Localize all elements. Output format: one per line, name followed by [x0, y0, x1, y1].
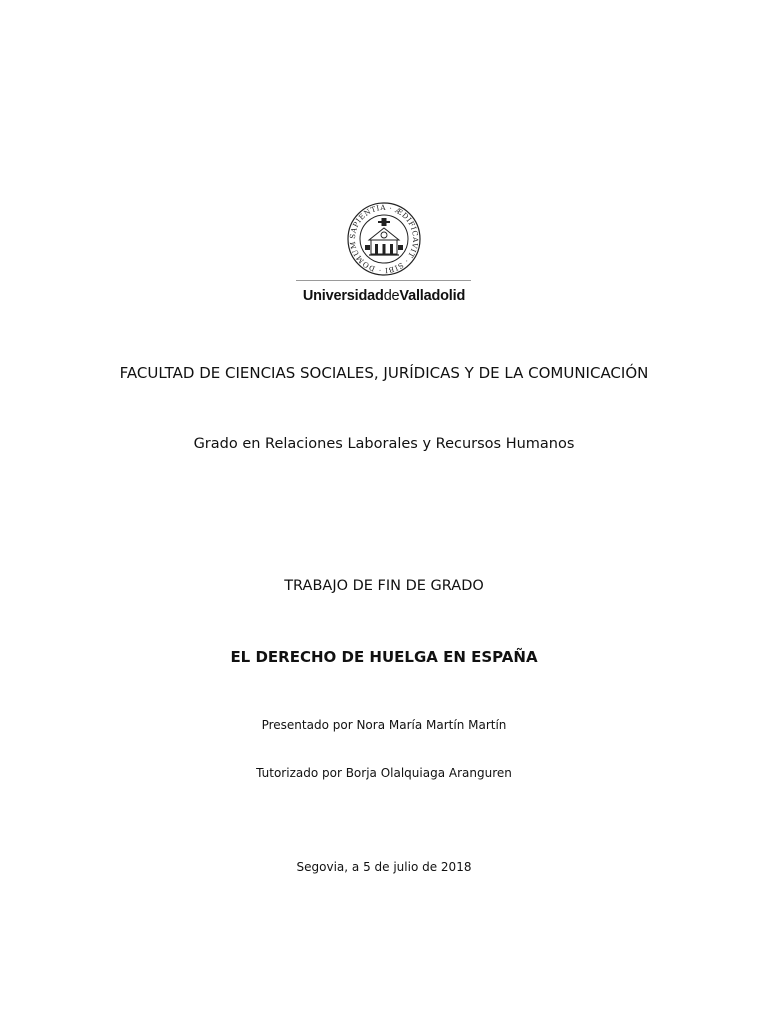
degree-name: Grado en Relaciones Laborales y Recursos Humanos: [193, 436, 575, 452]
author-line: Presentado por Nora María Martín Martín: [261, 718, 507, 732]
university-name-part-1: Universidad: [302, 288, 384, 304]
university-name: [0, 287, 768, 305]
seal-emblem-icon: [365, 218, 403, 255]
university-name-part-2: de: [383, 288, 400, 304]
thesis-title: EL DERECHO DE HUELGA EN ESPAÑA: [230, 648, 538, 666]
place-date: Segovia, a 5 de julio de 2018: [296, 860, 472, 874]
university-seal-logo: [347, 202, 421, 276]
tutor-line: Tutorizado por Borja Olalquiaga Aranguren: [256, 766, 512, 780]
faculty-name: FACULTAD DE CIENCIAS SOCIALES, JURÍDICAS Y DE LA COMUNICACIÓN: [119, 364, 649, 382]
seal-motto: SAPIENTIA · ÆDIFICAVIT · SIBI · DOMUM: [347, 202, 421, 276]
university-name-part-3: Valladolid: [399, 288, 466, 304]
svg-text:SAPIENTIA · ÆDIFICAVIT · SIBI: [348, 203, 420, 275]
logo-divider: [296, 280, 471, 281]
work-type: TRABAJO DE FIN DE GRADO: [284, 578, 484, 594]
